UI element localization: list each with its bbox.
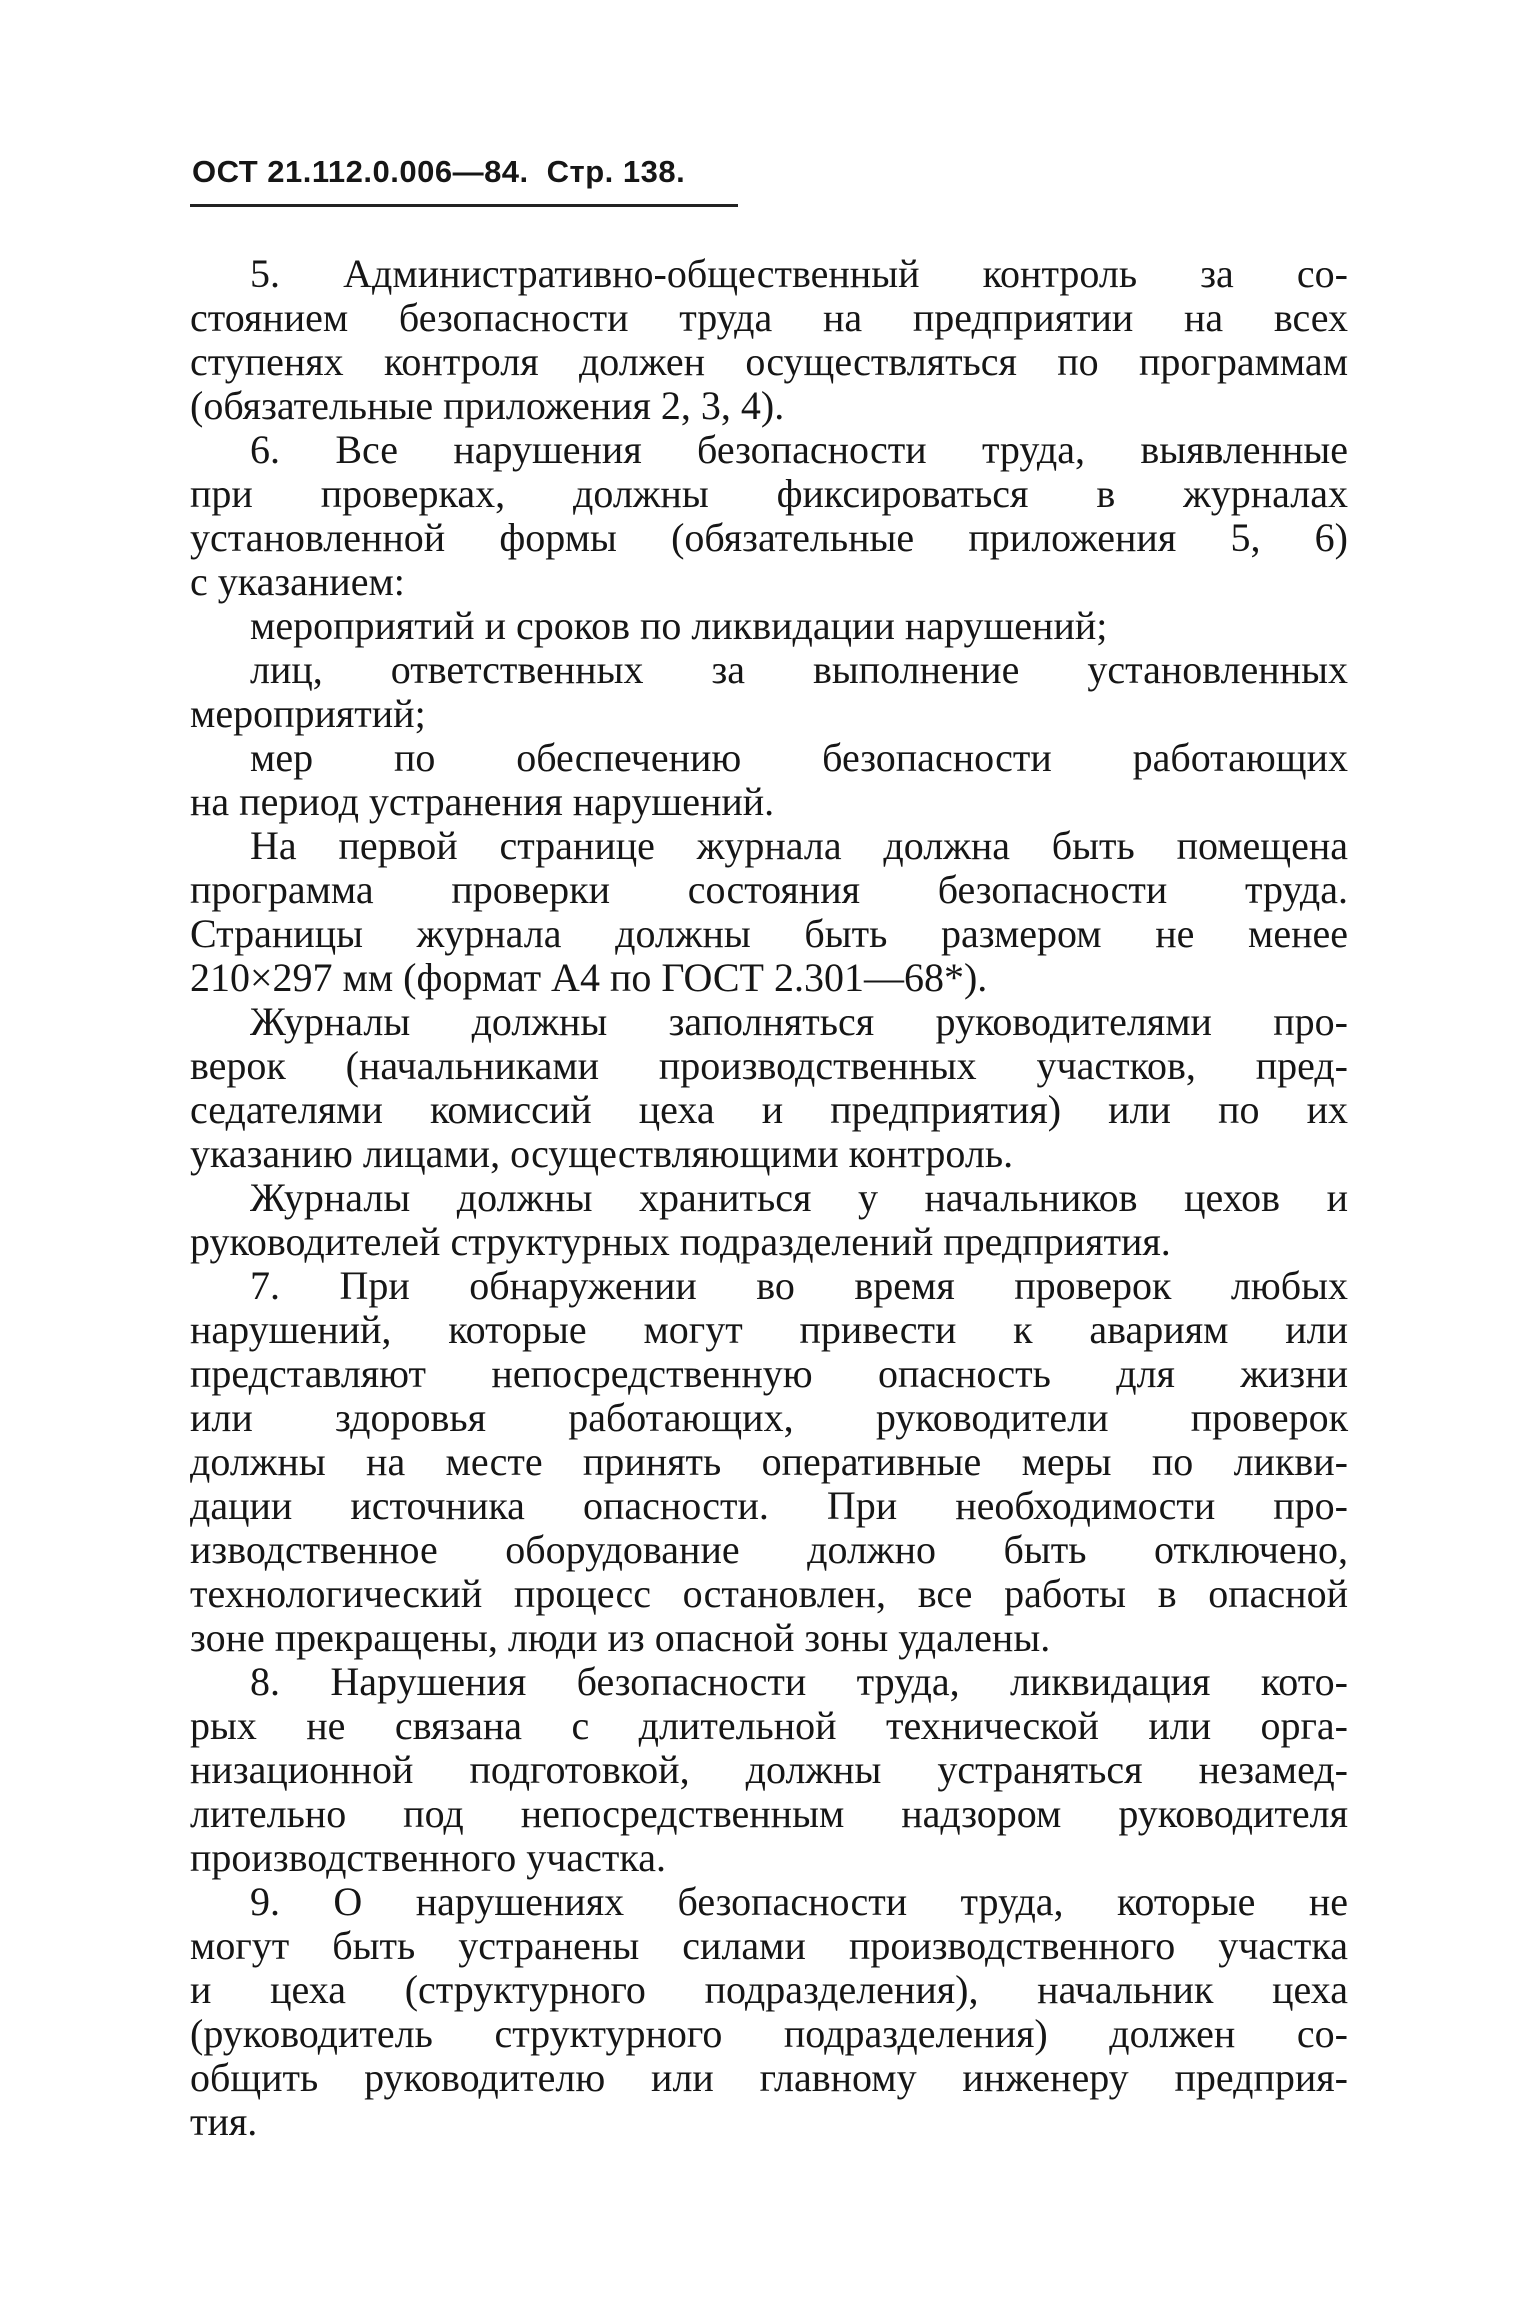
text-line: низационной подготовкой, должны устраняться незамед- xyxy=(190,1747,1348,1792)
text-line: стоянием безопасности труда на предприятии на всех xyxy=(190,295,1348,340)
text-line: На первой странице журнала должна быть помещена xyxy=(250,823,1348,868)
text-line: седателями комиссий цеха и предприятия) или по их xyxy=(190,1087,1348,1132)
text-line: установленной формы (обязательные приложения 5, 6) xyxy=(190,515,1348,560)
text-line: верок (начальниками производственных участков, пред- xyxy=(190,1043,1348,1088)
page-number: Стр. 138. xyxy=(546,154,686,189)
text-line: программа проверки состояния безопасности труда. xyxy=(190,867,1348,912)
text-line: 7. При обнаружении во время проверок любых xyxy=(250,1263,1348,1308)
text-line: руководителей структурных подразделений предприятия. xyxy=(190,1219,1171,1264)
text-line: мер по обеспечению безопасности работающих xyxy=(250,735,1348,780)
text-line: зоне прекращены, люди из опасной зоны удалены. xyxy=(190,1615,1051,1660)
text-line: дации источника опасности. При необходимости про- xyxy=(190,1483,1348,1528)
header-rule xyxy=(190,204,738,207)
text-line: (обязательные приложения 2, 3, 4). xyxy=(190,383,785,428)
page-header xyxy=(192,152,732,192)
text-line: или здоровья работающих, руководители проверок xyxy=(190,1395,1348,1440)
text-line: мероприятий и сроков по ликвидации нарушений; xyxy=(250,603,1108,648)
text-line: Журналы должны храниться у начальников цехов и xyxy=(250,1175,1348,1220)
text-line: Журналы должны заполняться руководителями про- xyxy=(250,999,1348,1044)
document-code: ОСТ 21.112.0.006—84. xyxy=(192,154,529,189)
text-line: и цеха (структурного подразделения), начальник цеха xyxy=(190,1967,1348,2012)
text-line: представляют непосредственную опасность для жизни xyxy=(190,1351,1348,1396)
text-line: ступенях контроля должен осуществляться по программам xyxy=(190,339,1348,384)
text-line: с указанием: xyxy=(190,559,405,604)
text-line: технологический процесс остановлен, все работы в опасной xyxy=(190,1571,1348,1616)
text-line: на период устранения нарушений. xyxy=(190,779,775,824)
text-line: Страницы журнала должны быть размером не менее xyxy=(190,911,1348,956)
text-line: могут быть устранены силами производственного участка xyxy=(190,1923,1348,1968)
text-line: производственного участка. xyxy=(190,1835,666,1880)
text-line: (руководитель структурного подразделения) должен со- xyxy=(190,2011,1348,2056)
text-line: 8. Нарушения безопасности труда, ликвидация кото- xyxy=(250,1659,1348,1704)
text-line: тия. xyxy=(190,2099,258,2144)
text-line: мероприятий; xyxy=(190,691,426,736)
text-line: должны на месте принять оперативные меры по ликви- xyxy=(190,1439,1348,1484)
text-line: 210×297 мм (формат А4 по ГОСТ 2.301—68*). xyxy=(190,955,988,1000)
text-line: рых не связана с длительной технической или орга- xyxy=(190,1703,1348,1748)
text-line: при проверках, должны фиксироваться в журналах xyxy=(190,471,1348,516)
text-line: 9. О нарушениях безопасности труда, которые не xyxy=(250,1879,1348,1924)
text-line: лиц, ответственных за выполнение установленных xyxy=(250,647,1348,692)
text-line: 5. Административно-общественный контроль за со- xyxy=(250,251,1348,296)
text-line: лительно под непосредственным надзором руководителя xyxy=(190,1791,1348,1836)
text-line: изводственное оборудование должно быть отключено, xyxy=(190,1527,1348,1572)
text-line: общить руководителю или главному инженеру предприя- xyxy=(190,2055,1348,2100)
body-text xyxy=(190,252,1348,2144)
text-line: указанию лицами, осуществляющими контроль. xyxy=(190,1131,1014,1176)
text-line: 6. Все нарушения безопасности труда, выявленные xyxy=(250,427,1348,472)
text-line: нарушений, которые могут привести к авариям или xyxy=(190,1307,1348,1352)
